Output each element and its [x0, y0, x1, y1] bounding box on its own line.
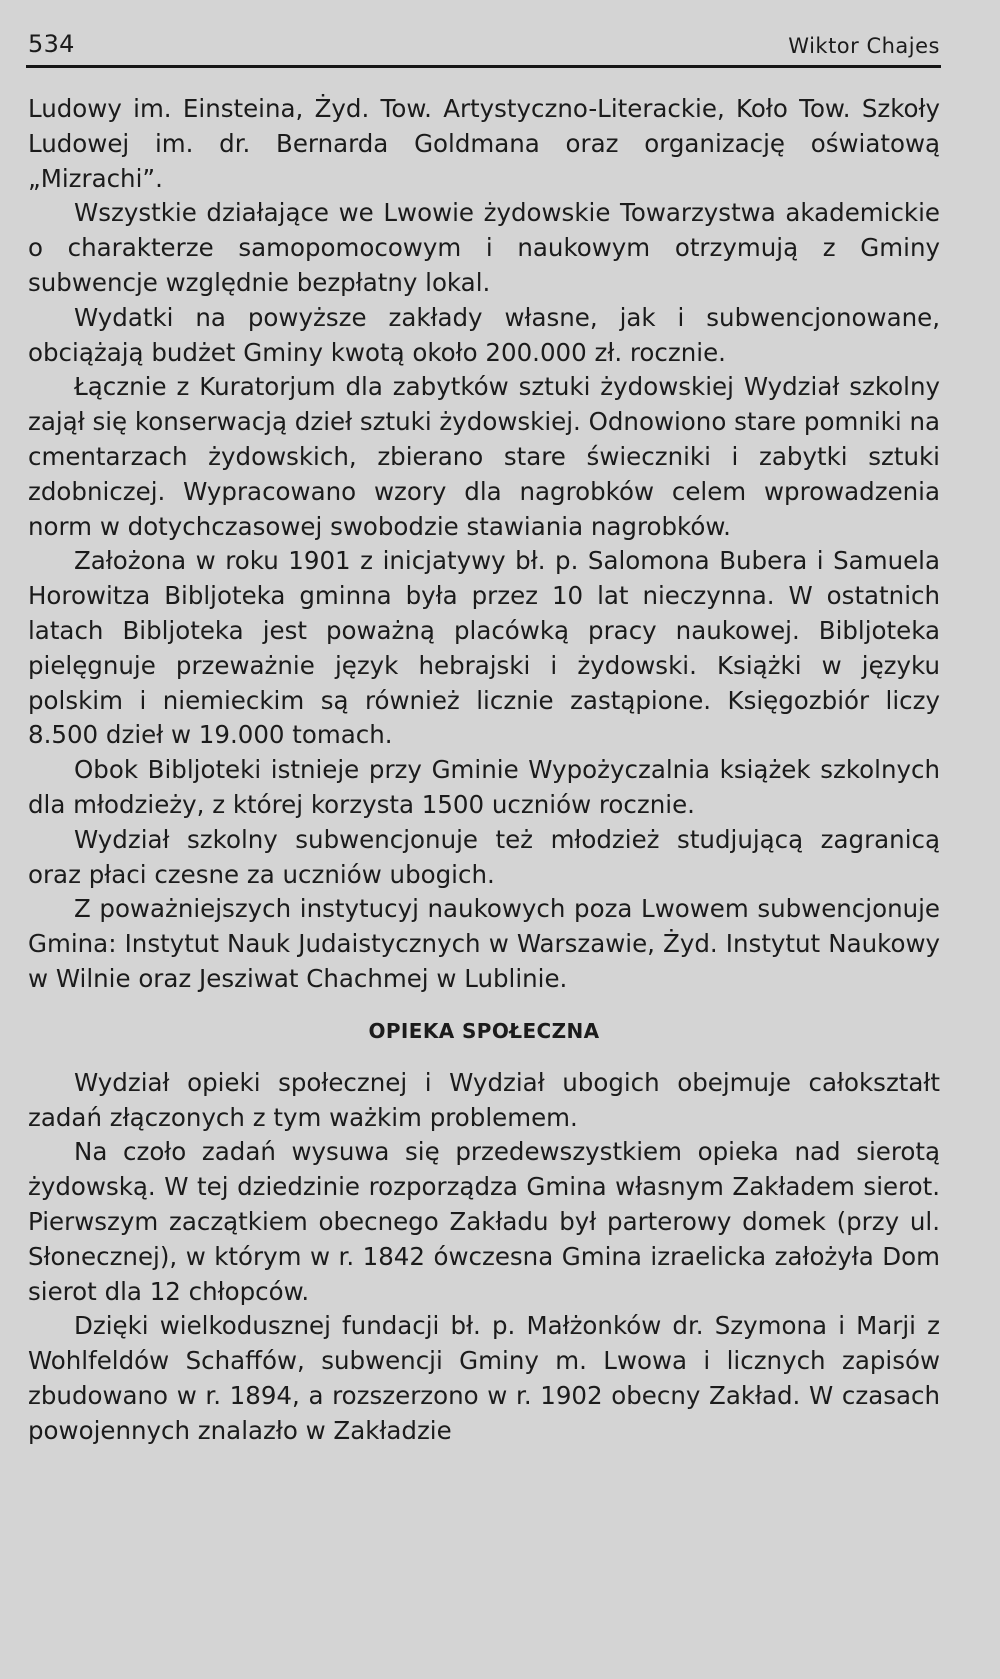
page-header: [28, 30, 940, 64]
paragraph: Ludowy im. Einsteina, Żyd. Tow. Artystyczno-Literackie, Koło Tow. Szkoły Ludowej im. dr. Bernarda Goldmana oraz organizację oświatową „Mizrachi”.: [28, 94, 940, 193]
body-text: [28, 92, 940, 1448]
header-rule: [26, 65, 941, 68]
paragraph: Dzięki wielkodusznej fundacji bł. p. Małżonków dr. Szymona i Marji z Wohlfeldów Schaffów, subwencji Gminy m. Lwowa i licznych zapisów zbudowano w r. 1894, a rozszerzono w r. 1902 obecny Zakład. W czasach powojennych znalazło w Zakładzie: [28, 1311, 940, 1445]
paragraph: Założona w roku 1901 z inicjatywy bł. p. Salomona Bubera i Samuela Horowitza Bibljoteka gminna była przez 10 lat nieczynna. W ostatnich latach Bibljoteka jest poważną placówką pracy naukowej. Bibljoteka pielęgnuje przeważnie język hebrajski i żydowski. Książki w języku polskim i niemieckim są również licznie zastąpione. Księgozbiór liczy 8.500 dzieł w 19.000 tomach.: [28, 546, 940, 750]
paragraph: Wydatki na powyższe zakłady własne, jak i subwencjonowane, obciążają budżet Gminy kwotą około 200.000 zł. rocznie.: [28, 302, 940, 367]
running-head-author: Wiktor Chajes: [788, 34, 940, 58]
paragraph: Obok Bibljoteki istnieje przy Gminie Wypożyczalnia książek szkolnych dla młodzieży, z której korzysta 1500 uczniów rocznie.: [28, 755, 940, 819]
paragraph: Z poważniejszych instytucyj naukowych poza Lwowem subwencjonuje Gmina: Instytut Nauk Judaistycznych w Warszawie, Żyd. Instytut Naukowy w Wilnie oraz Jesziwat Chachmej w Lublinie.: [28, 894, 940, 993]
paragraph: Na czoło zadań wysuwa się przedewszystkiem opieka nad sierotą żydowską. W tej dziedzinie rozporządza Gmina własnym Zakładem sierot. Pierwszym zaczątkiem obecnego Zakładu był parterowy domek (przy ul. Słonecznej), w którym w r. 1842 ówczesna Gmina izraelicka założyła Dom sierot dla 12 chłopców.: [28, 1137, 940, 1306]
paragraph: Wydział szkolny subwencjonuje też młodzież studjującą zagranicą oraz płaci czesne za uczniów ubogich.: [28, 824, 940, 889]
section-heading: OPIEKA SPOŁECZNA: [368, 1018, 600, 1043]
paragraph: Wydział opieki społecznej i Wydział ubogich obejmuje całokształt zadań złączonych z tym ważkim problemem.: [28, 1067, 940, 1132]
paragraph: Wszystkie działające we Lwowie żydowskie Towarzystwa akademickie o charakterze samopomocowym i naukowym otrzymują z Gminy subwencje względnie bezpłatny lokal.: [28, 198, 940, 297]
page-number: 534: [28, 30, 75, 58]
paragraph: Łącznie z Kuratorjum dla zabytków sztuki żydowskiej Wydział szkolny zajął się konserwacją dzieł sztuki żydowskiej. Odnowiono stare pomniki na cmentarzach żydowskich, zbierano stare świeczniki i zabytki sztuki zdobniczej. Wypracowano wzory dla nagrobków celem wprowadzenia norm w dotychczasowej swobodzie stawiania nagrobków.: [28, 372, 940, 541]
